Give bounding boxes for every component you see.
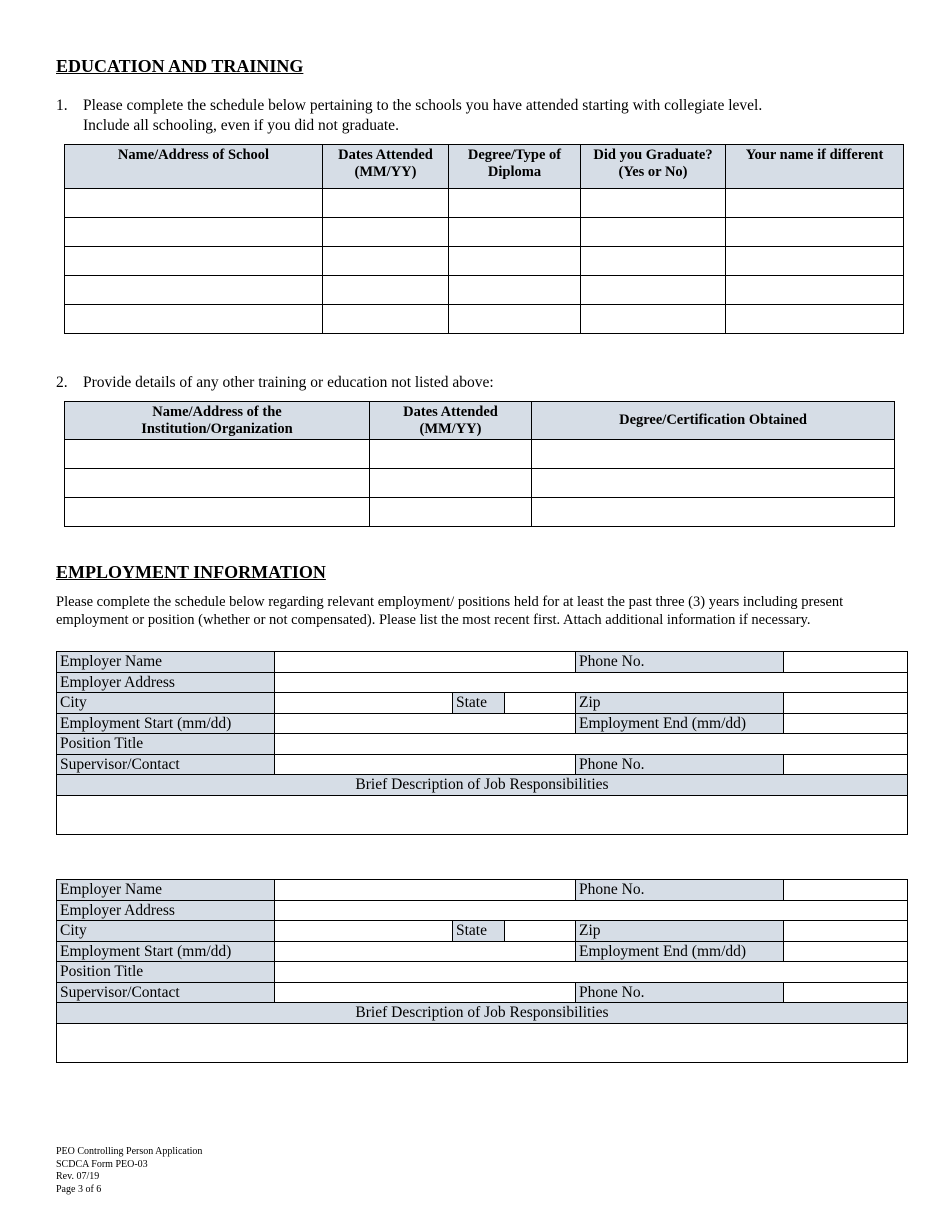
employer-address-row — [57, 673, 907, 694]
footer-form-number: SCDCA Form PEO-03 — [56, 1158, 148, 1170]
schools-header-other-name: Your name if different — [726, 145, 904, 189]
city-label: City — [57, 921, 274, 941]
employer-name-field[interactable] — [274, 880, 575, 900]
job-description-field[interactable] — [57, 796, 907, 834]
school-dates-field[interactable] — [323, 247, 449, 276]
phone-label: Phone No. — [575, 652, 783, 672]
phone-label: Phone No. — [575, 880, 783, 900]
employer-name-row — [57, 880, 907, 901]
question-1-line-1: Please complete the schedule below pertaining to the schools you have attended starting with collegiate level. — [83, 97, 763, 114]
school-graduated-field[interactable] — [581, 247, 726, 276]
table-row — [65, 247, 904, 276]
zip-label: Zip — [575, 693, 783, 713]
question-1-line-2: Include all schooling, even if you did not graduate. — [83, 117, 399, 134]
schools-header-graduated: Did you Graduate? (Yes or No) — [581, 145, 726, 189]
table-row — [65, 440, 895, 469]
employment-start-label: Employment Start (mm/dd) — [57, 714, 274, 734]
zip-field[interactable] — [783, 921, 907, 941]
employer-address-row — [57, 901, 907, 922]
position-title-field[interactable] — [274, 734, 907, 754]
school-graduated-field[interactable] — [581, 276, 726, 305]
supervisor-row — [57, 755, 907, 776]
question-2 — [56, 373, 936, 393]
job-description-label: Brief Description of Job Responsibilities — [57, 775, 907, 796]
school-name-field[interactable] — [65, 305, 323, 334]
school-graduated-field[interactable] — [581, 305, 726, 334]
supervisor-field[interactable] — [274, 983, 575, 1003]
footer-page-number: Page 3 of 6 — [56, 1183, 102, 1195]
training-header-dates: Dates Attended (MM/YY) — [370, 402, 532, 440]
school-other-name-field[interactable] — [726, 276, 904, 305]
question-2-text: Provide details of any other training or education not listed above: — [83, 374, 494, 391]
position-title-field[interactable] — [274, 962, 907, 982]
employment-end-label: Employment End (mm/dd) — [575, 942, 783, 962]
school-degree-field[interactable] — [449, 247, 581, 276]
training-header-institution: Name/Address of the Institution/Organization — [65, 402, 370, 440]
city-row — [57, 921, 907, 942]
training-institution-field[interactable] — [65, 440, 370, 469]
employment-section-title: EMPLOYMENT INFORMATION — [56, 562, 326, 582]
employment-entry-1 — [56, 651, 908, 835]
question-1-number: 1. — [56, 97, 68, 114]
training-degree-field[interactable] — [532, 469, 895, 498]
school-other-name-field[interactable] — [726, 218, 904, 247]
school-name-field[interactable] — [65, 218, 323, 247]
position-row — [57, 734, 907, 755]
footer-form-title: PEO Controlling Person Application — [56, 1146, 203, 1157]
footer-revision: Rev. 07/19 — [56, 1171, 100, 1182]
training-institution-field[interactable] — [65, 469, 370, 498]
employment-end-field[interactable] — [783, 942, 907, 962]
supervisor-row — [57, 983, 907, 1004]
school-degree-field[interactable] — [449, 305, 581, 334]
employment-end-label: Employment End (mm/dd) — [575, 714, 783, 734]
employment-start-field[interactable] — [274, 942, 575, 962]
school-name-field[interactable] — [65, 189, 323, 218]
employer-address-field[interactable] — [274, 901, 907, 921]
schools-header-dates: Dates Attended (MM/YY) — [323, 145, 449, 189]
employment-dates-row — [57, 942, 907, 963]
zip-label: Zip — [575, 921, 783, 941]
table-row — [65, 498, 895, 527]
school-name-field[interactable] — [65, 247, 323, 276]
table-row — [65, 276, 904, 305]
employment-intro: Please complete the schedule below regarding relevant employment/ positions held for at least the past three (3) years including present employment or position (whether or not compensated). Please list the most recent first. Attach additional information if necessary. — [56, 594, 844, 628]
employer-name-label: Employer Name — [57, 880, 274, 900]
school-degree-field[interactable] — [449, 276, 581, 305]
education-section-title: EDUCATION AND TRAINING — [56, 56, 304, 76]
schools-header-name: Name/Address of School — [65, 145, 323, 189]
table-row — [65, 189, 904, 218]
training-degree-field[interactable] — [532, 440, 895, 469]
city-field[interactable] — [274, 921, 452, 941]
state-label: State — [452, 693, 504, 713]
city-row — [57, 693, 907, 714]
school-other-name-field[interactable] — [726, 305, 904, 334]
schools-table — [64, 144, 904, 334]
employer-name-field[interactable] — [274, 652, 575, 672]
training-dates-field[interactable] — [370, 440, 532, 469]
state-field[interactable] — [504, 693, 575, 713]
state-label: State — [452, 921, 504, 941]
table-row — [65, 469, 895, 498]
school-degree-field[interactable] — [449, 189, 581, 218]
supervisor-phone-label: Phone No. — [575, 983, 783, 1003]
training-dates-field[interactable] — [370, 469, 532, 498]
training-institution-field[interactable] — [65, 498, 370, 527]
employer-address-label: Employer Address — [57, 901, 274, 921]
employment-start-field[interactable] — [274, 714, 575, 734]
school-graduated-field[interactable] — [581, 189, 726, 218]
supervisor-label: Supervisor/Contact — [57, 755, 274, 775]
employment-end-field[interactable] — [783, 714, 907, 734]
phone-field[interactable] — [783, 880, 907, 900]
schools-header-degree: Degree/Type of Diploma — [449, 145, 581, 189]
supervisor-field[interactable] — [274, 755, 575, 775]
position-title-label: Position Title — [57, 734, 274, 754]
position-title-label: Position Title — [57, 962, 274, 982]
question-2-number: 2. — [56, 374, 68, 391]
job-description-field[interactable] — [57, 1024, 907, 1062]
training-degree-field[interactable] — [532, 498, 895, 527]
state-field[interactable] — [504, 921, 575, 941]
school-name-field[interactable] — [65, 276, 323, 305]
school-dates-field[interactable] — [323, 218, 449, 247]
employer-address-field[interactable] — [274, 673, 907, 693]
employer-name-label: Employer Name — [57, 652, 274, 672]
school-dates-field[interactable] — [323, 189, 449, 218]
phone-field[interactable] — [783, 652, 907, 672]
employment-entry-2 — [56, 879, 908, 1063]
city-field[interactable] — [274, 693, 452, 713]
supervisor-phone-label: Phone No. — [575, 755, 783, 775]
school-graduated-field[interactable] — [581, 218, 726, 247]
question-1 — [56, 96, 936, 136]
school-degree-field[interactable] — [449, 218, 581, 247]
job-description-label: Brief Description of Job Responsibilities — [57, 1003, 907, 1024]
employer-name-row — [57, 652, 907, 673]
training-header-degree: Degree/Certification Obtained — [532, 402, 895, 440]
supervisor-phone-field[interactable] — [783, 755, 907, 775]
city-label: City — [57, 693, 274, 713]
training-dates-field[interactable] — [370, 498, 532, 527]
position-row — [57, 962, 907, 983]
training-table — [64, 401, 895, 527]
school-dates-field[interactable] — [323, 305, 449, 334]
employment-start-label: Employment Start (mm/dd) — [57, 942, 274, 962]
supervisor-label: Supervisor/Contact — [57, 983, 274, 1003]
zip-field[interactable] — [783, 693, 907, 713]
table-row — [65, 218, 904, 247]
school-other-name-field[interactable] — [726, 247, 904, 276]
employer-address-label: Employer Address — [57, 673, 274, 693]
page-footer — [56, 1146, 202, 1196]
employment-dates-row — [57, 714, 907, 735]
school-dates-field[interactable] — [323, 276, 449, 305]
supervisor-phone-field[interactable] — [783, 983, 907, 1003]
table-row — [65, 305, 904, 334]
school-other-name-field[interactable] — [726, 189, 904, 218]
